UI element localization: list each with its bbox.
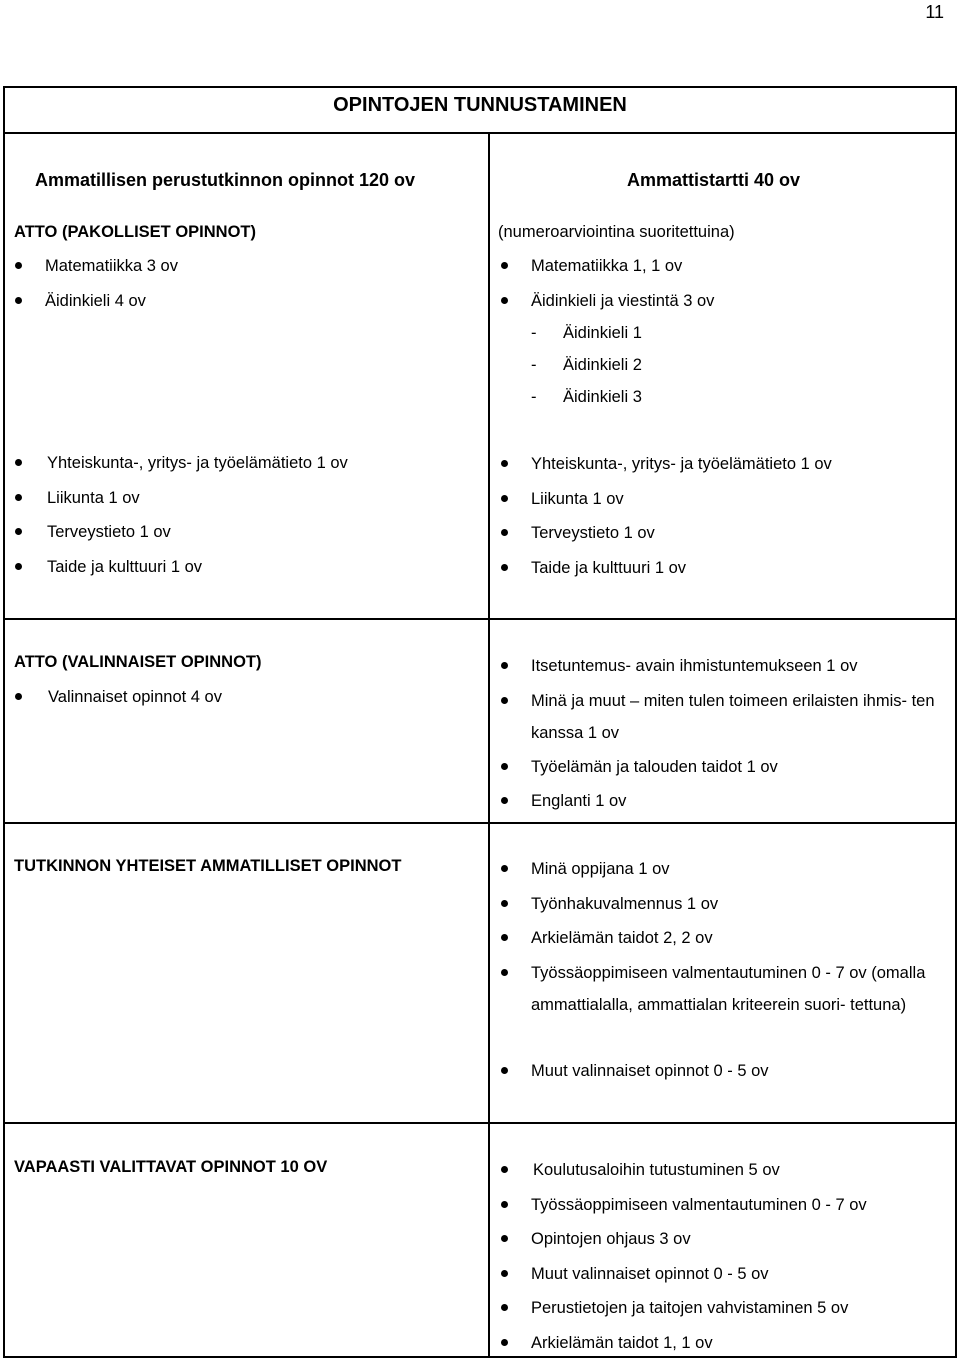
list-item: Arkielämän taidot 2, 2 ov xyxy=(501,930,951,965)
bullet-icon xyxy=(501,662,508,669)
list-item: Työssäoppimiseen valmentautuminen 0 - 7 ov (omalla ammattialalla, ammattialan kriteerein suori- tettuna) xyxy=(501,965,951,1063)
course-list xyxy=(501,861,951,1097)
bullet-icon xyxy=(15,494,22,501)
list-item: Minä ja muut – miten tulen toimeen erilaisten ihmis- ten kanssa 1 ov xyxy=(501,693,951,759)
bullet-icon xyxy=(501,1235,508,1242)
list-item: Muut valinnaiset opinnot 0 - 5 ov xyxy=(501,1063,951,1098)
table-divider xyxy=(5,132,955,134)
bullet-icon xyxy=(501,934,508,941)
bullet-icon xyxy=(501,262,508,269)
course-list xyxy=(501,658,951,828)
list-item: Työnhakuvalmennus 1 ov xyxy=(501,896,951,931)
dash-marker: - xyxy=(531,324,537,342)
list-item: Englanti 1 ov xyxy=(501,793,951,828)
section-heading: TUTKINNON YHTEISET AMMATILLISET OPINNOT xyxy=(14,857,402,875)
bullet-icon xyxy=(501,763,508,770)
bullet-icon xyxy=(501,1339,508,1346)
bullet-icon xyxy=(501,1270,508,1277)
column-header-right: Ammattistartti 40 ov xyxy=(627,170,801,190)
column-header-left: Ammatillisen perustutkinnon opinnot 120 ov xyxy=(35,170,416,190)
bullet-icon xyxy=(501,564,508,571)
list-item: Työelämän ja talouden taidot 1 ov xyxy=(501,759,951,794)
bullet-icon xyxy=(501,297,508,304)
dash-marker: - xyxy=(531,356,537,374)
table-divider xyxy=(5,618,955,620)
bullet-icon xyxy=(501,697,508,704)
bullet-icon xyxy=(501,1166,508,1173)
bullet-icon xyxy=(15,693,22,700)
bullet-icon xyxy=(501,969,508,976)
bullet-icon xyxy=(15,262,22,269)
bullet-icon xyxy=(501,460,508,467)
bullet-icon xyxy=(501,865,508,872)
bullet-icon xyxy=(15,297,22,304)
section-heading: VAPAASTI VALITTAVAT OPINNOT 10 OV xyxy=(14,1158,328,1176)
bullet-icon xyxy=(15,459,22,466)
bullet-icon xyxy=(501,495,508,502)
column-divider xyxy=(488,132,490,1358)
bullet-icon xyxy=(501,797,508,804)
table-divider xyxy=(5,1122,955,1124)
section-note: (numeroarviointina suoritettuina) xyxy=(498,223,735,241)
bullet-icon xyxy=(501,1304,508,1311)
bullet-icon xyxy=(15,528,22,535)
recognition-table: OPINTOJEN TUNNUSTAMINEN Ammatillisen perustutkinnon opinnot 120 ov Ammattistartti 40 ov ATTO (PAKOLLISET OPINNOT) Matematiikka 3 ov Äidinkieli 4 ov Yhteiskunta-, yritys- ja työelämätieto 1 ov Liikunta 1 ov Terveystieto 1 ov Taide ja kulttuuri 1 ov (numeroarviointina suoritettuina) Matematiikka 1, 1 ov Äidinkieli ja viestintä 3 ov - Äidinkieli 1 - Äidinkieli 2 - Äidinkieli 3 Yhteiskunta-, yritys- ja työelämätieto 1 ov Liikunta 1 ov Terveystieto 1 ov Taide ja kulttuuri 1 ov ATTO (VALINNAISET OPINNOT) Valinnaiset opinnot 4 ov Itsetuntemus- avain ihmistuntemukseen 1 ov Minä ja muut – miten tulen toimeen erilaisten ihmis- ten kanssa 1 ov Työelämän ja talouden taidot 1 ov Englanti 1 ov TUTKINNON YHTEISET AMMATILLISET OPINNOT Minä oppijana 1 ov Työnhakuvalmennus 1 ov Arkielämän taidot 2, 2 ov Työssäoppimiseen valmentautuminen 0 - 7 ov (omalla ammattialalla, ammattialan kriteerein suori- tettuna) Muut valinnaiset opinnot 0 - 5 ov VAPAASTI VALITTAVAT OPINNOT 10 OV Koulutusaloihin tutustuminen 5 ov Työssäoppimiseen valmentautuminen 0 - 7 ov Opintojen ohjaus 3 ov Muut valinnaiset opinnot 0 - 5 ov Perustietojen ja taitojen vahvistaminen 5 ov Arkielämän taidot 1, 1 ov xyxy=(3,86,957,1358)
bullet-icon xyxy=(501,529,508,536)
dash-marker: - xyxy=(531,388,537,406)
section-heading: ATTO (VALINNAISET OPINNOT) xyxy=(14,653,262,671)
page-number: 11 xyxy=(925,2,944,22)
bullet-icon xyxy=(15,563,22,570)
bullet-icon xyxy=(501,900,508,907)
section-heading: ATTO (PAKOLLISET OPINNOT) xyxy=(14,223,256,241)
table-title: OPINTOJEN TUNNUSTAMINEN xyxy=(333,94,627,116)
bullet-icon xyxy=(501,1201,508,1208)
bullet-icon xyxy=(501,1067,508,1074)
list-item: Minä oppijana 1 ov xyxy=(501,861,951,896)
list-item: Itsetuntemus- avain ihmistuntemukseen 1 ov xyxy=(501,658,951,693)
